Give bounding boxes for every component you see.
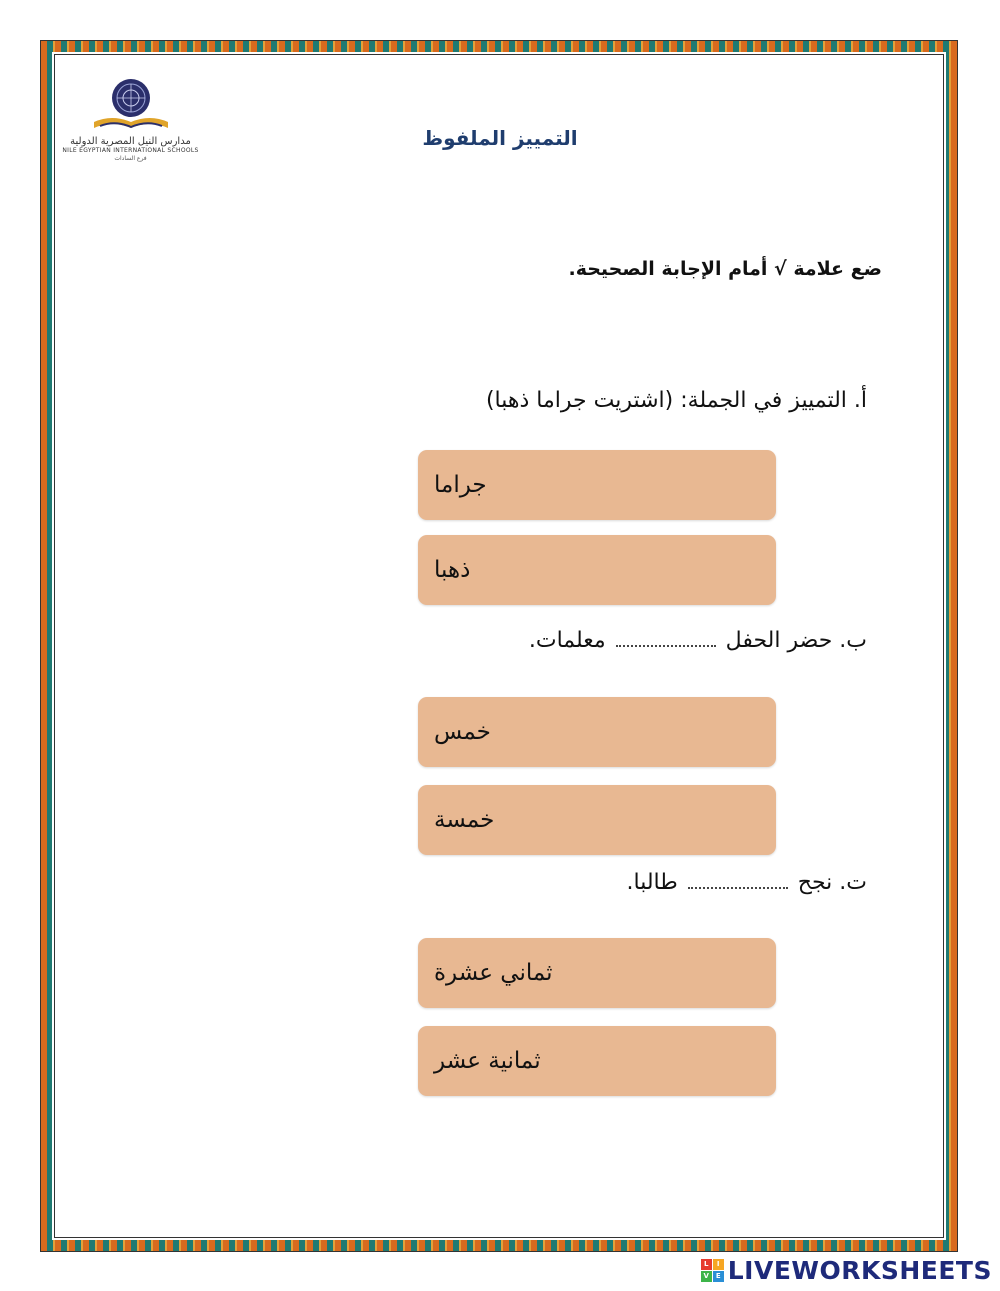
brand-wordmark: LIVEWORKSHEETS	[727, 1255, 992, 1285]
instruction-text: ضع علامة √ أمام الإجابة الصحيحة.	[568, 258, 882, 280]
school-name-english: NILE EGYPTIAN INTERNATIONAL SCHOOLS	[62, 147, 199, 154]
question-a: أ. التمييز في الجملة: (اشتريت جراما ذهبا)	[485, 388, 867, 413]
answer-option[interactable]: خمس	[418, 697, 776, 767]
answer-blank	[688, 881, 788, 889]
liveworksheets-brand[interactable]	[701, 1255, 992, 1285]
question-c	[627, 870, 868, 895]
school-name-arabic: مدارس النيل المصرية الدولية	[70, 136, 191, 147]
answer-option[interactable]: جراما	[418, 450, 776, 520]
question-b	[529, 628, 867, 653]
brand-cube: V	[701, 1271, 712, 1282]
question-b-start: ب. حضر الحفل	[725, 628, 867, 653]
answer-option[interactable]: ذهبا	[418, 535, 776, 605]
school-branch: فرع السادات	[114, 155, 147, 162]
school-emblem-icon	[86, 78, 176, 136]
question-c-start: ت. نجح	[797, 870, 867, 895]
answer-option[interactable]: ثماني عشرة	[418, 938, 776, 1008]
question-c-end: طالبا.	[626, 870, 678, 895]
brand-cube: E	[713, 1271, 724, 1282]
brand-cube: I	[713, 1259, 724, 1270]
question-b-end: معلمات.	[528, 628, 606, 653]
answer-option[interactable]: خمسة	[418, 785, 776, 855]
answer-option[interactable]: ثمانية عشر	[418, 1026, 776, 1096]
brand-cubes-icon	[701, 1259, 724, 1282]
worksheet-title: التمييز الملفوظ	[422, 126, 578, 150]
school-logo	[58, 78, 203, 178]
brand-cube: L	[701, 1259, 712, 1270]
answer-blank	[616, 639, 716, 647]
